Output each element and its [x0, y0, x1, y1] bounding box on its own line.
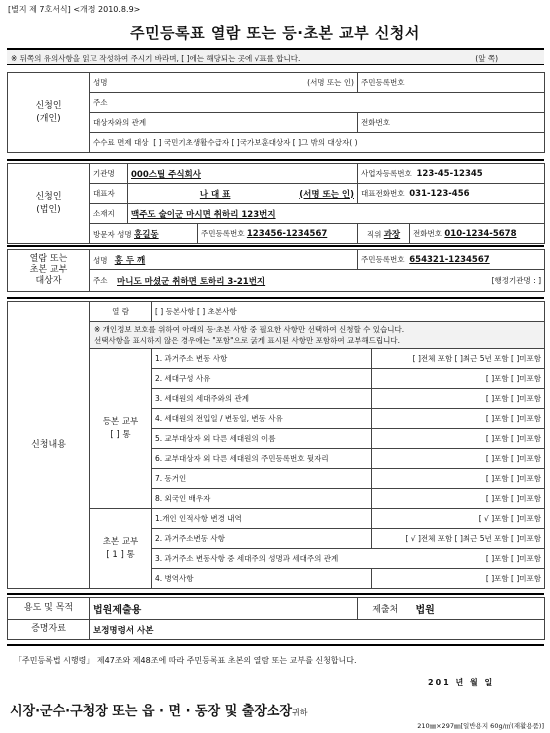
paper-spec: 210㎜×297㎜[일반용지 60g/㎡(재활용품)]: [417, 722, 544, 730]
target-address-label: 주소: [93, 276, 108, 285]
org-value[interactable]: 000스틸 주식회사: [128, 164, 358, 184]
proof-label: 증명자료: [8, 620, 90, 640]
bizno-field[interactable]: [358, 164, 545, 184]
visitor-phone-field[interactable]: [410, 224, 545, 244]
target-address-value: 마니도 마셨군 취하면 토하리 3-21번지: [117, 276, 266, 287]
fee-exemption-field[interactable]: [90, 133, 545, 153]
deungbon-item-text: 2. 세대구성 사유: [152, 369, 372, 389]
target-section-label: 열람 또는 초본 교부 대상자: [8, 250, 90, 292]
location-label: 소재지: [90, 204, 128, 224]
ceo-field[interactable]: [128, 184, 358, 204]
individual-applicant-table: [7, 72, 545, 153]
purpose-value[interactable]: 법원제출용: [90, 598, 358, 620]
deungbon-item-options[interactable]: [ ]포함 [ ]미포함: [372, 429, 545, 449]
visitor-phone-value: 010-1234-5678: [444, 229, 517, 239]
view-options[interactable]: [ ] 등본사항 [ ] 초본사항: [152, 302, 545, 322]
visitor-field[interactable]: [90, 224, 198, 244]
application-date: 201 년 월 일: [428, 678, 495, 687]
target-rrn-label: 주민등록번호: [361, 255, 405, 264]
visitor-rrn-field[interactable]: [198, 224, 358, 244]
guide-bar: [7, 48, 544, 65]
ceo-label: 대표자: [90, 184, 128, 204]
privacy-note: ※ 개인정보 보호를 위하여 아래의 등·초본 사항 중 필요한 사항만 선택하여 신청할 수 있습니다. 선택사항을 표시하지 않은 경우에는 "포함"으로 굵게 표시된 사항만 포함하여 교부해드립니다.: [90, 322, 545, 349]
ceo-phone-value: 031-123-456: [409, 189, 470, 199]
ceo-phone-field[interactable]: [358, 184, 545, 204]
target-name-field[interactable]: [90, 250, 358, 270]
individual-sign-note: (서명 또는 인): [307, 78, 354, 87]
individual-name-label: 성명: [93, 78, 108, 87]
deungbon-item-options[interactable]: [ ]포함 [ ]미포함: [372, 389, 545, 409]
target-address-field[interactable]: [90, 270, 545, 292]
deungbon-item-text: 5. 교부대상자 외 다른 세대원의 이름: [152, 429, 372, 449]
page-title: 주민등록표 열람 또는 등·초본 교부 신청서: [130, 24, 420, 42]
target-rrn-value: 654321-1234567: [409, 255, 490, 265]
visitor-phone-label: 전화번호: [413, 229, 442, 238]
addressee-title: 시장·군수·구청장 또는 읍 · 면 · 동장 및 출장소장: [10, 704, 293, 719]
addressee-suffix: 귀하: [292, 708, 308, 717]
deungbon-item-text: 6. 교부대상자 외 다른 세대원의 주민등록번호 뒷자리: [152, 449, 372, 469]
deungbon-item-options[interactable]: [ ]포함 [ ]미포함: [372, 409, 545, 429]
request-section-label: 신청내용: [8, 302, 90, 589]
purpose-table: [7, 597, 545, 640]
chobon-label[interactable]: 초본 교부 [ 1 ] 통: [90, 509, 152, 589]
bizno-value: 123-45-12345: [416, 169, 483, 179]
chobon-item-row: [152, 549, 545, 569]
deungbon-item-options[interactable]: [ ]포함 [ ]미포함: [372, 489, 545, 509]
target-rrn-field[interactable]: [358, 250, 545, 270]
chobon-item-options[interactable]: [ ]포함 [ ]미포함: [372, 569, 545, 589]
deungbon-item-text: 1. 과거주소 변동 사항: [152, 349, 372, 369]
target-name-value: 홍 두 깨: [114, 255, 146, 266]
admin-agency-label: [행정기관명 : ]: [491, 276, 541, 285]
visitor-value: 홍길동: [134, 229, 159, 240]
corporate-applicant-table: [7, 163, 545, 244]
section-divider: [7, 644, 544, 646]
individual-relation-field[interactable]: 대상자와의 관계: [90, 113, 358, 133]
deungbon-item-options[interactable]: [ ]전체 포함 [ ]최근 5년 포함 [ ]미포함: [372, 349, 545, 369]
deungbon-item-text: 3. 세대원의 세대주와의 관계: [152, 389, 372, 409]
section-divider: [7, 297, 544, 299]
deungbon-item-text: 8. 외국인 배우자: [152, 489, 372, 509]
individual-name-field[interactable]: [90, 73, 358, 93]
target-name-label: 성명: [93, 255, 108, 265]
org-label: 기관명: [90, 164, 128, 184]
position-field[interactable]: [358, 224, 410, 244]
submit-label: 제출처: [358, 598, 413, 620]
visitor-label: 방문자 성명: [93, 229, 132, 239]
section-divider: [7, 593, 544, 595]
guide-text: ※ 뒤쪽의 유의사항을 읽고 작성하여 주시기 바라며, [ ]에는 해당되는 곳에 √표를 합니다.: [11, 54, 301, 63]
chobon-item-text: 3. 과거주소 변동사항 중 세대주의 성명과 세대주의 관계: [155, 554, 339, 563]
chobon-item-text: 1.개인 인적사항 변경 내역: [152, 509, 372, 529]
position-label: 직위: [366, 229, 382, 239]
chobon-item-text: 2. 과거주소변동 사항: [152, 529, 372, 549]
deungbon-item-text: 4. 세대원의 전입일 / 변동일, 변동 사유: [152, 409, 372, 429]
target-person-table: [7, 249, 545, 292]
deungbon-item-options[interactable]: [ ]포함 [ ]미포함: [372, 449, 545, 469]
visitor-rrn-label: 주민등록번호: [201, 229, 245, 238]
chobon-item-options[interactable]: [ √ ]포함 [ ]미포함: [372, 509, 545, 529]
chobon-item-options[interactable]: [ ]포함 [ ]미포함: [485, 554, 541, 563]
submit-value[interactable]: 법원: [413, 598, 545, 620]
addressee: [10, 700, 307, 719]
individual-section-label: 신청인 (개인): [8, 73, 90, 153]
proof-value[interactable]: 보정명령서 사본: [90, 620, 545, 640]
view-label: 열 람: [90, 302, 152, 322]
individual-rrn-field[interactable]: 주민등록번호: [358, 73, 545, 93]
form-number: [별지 제 7호서식] <개정 2010.8.9>: [8, 5, 141, 14]
page-side-label: (앞 쪽): [475, 54, 498, 63]
ceo-value: 나 대 표: [199, 189, 231, 200]
bizno-label: 사업자등록번호: [361, 169, 412, 178]
location-value[interactable]: 맥주도 술이군 마시면 취하리 123번지: [128, 204, 545, 224]
deungbon-item-text: 7. 동거인: [152, 469, 372, 489]
purpose-label: 용도 및 목적: [8, 598, 90, 620]
section-divider: [7, 245, 544, 247]
fee-exemption-label: 수수료 면제 대상: [93, 138, 149, 147]
deungbon-item-options[interactable]: [ ]포함 [ ]미포함: [372, 469, 545, 489]
visitor-rrn-value: 123456-1234567: [246, 229, 328, 239]
ceo-sign-note: (서명 또는 인): [299, 189, 354, 200]
request-table: [7, 301, 545, 589]
chobon-item-options[interactable]: [ √ ]전체 포함 [ ]최근 5년 포함 [ ]미포함: [372, 529, 545, 549]
individual-address-field[interactable]: 주소: [90, 93, 545, 113]
section-divider: [7, 159, 544, 161]
fee-exemption-options[interactable]: [ ] 국민기초생활수급자 [ ]국가보훈대상자 [ ]그 밖의 대상자( ): [153, 138, 358, 147]
ceo-phone-label: 대표전화번호: [361, 189, 405, 198]
chobon-item-text: 4. 병역사항: [152, 569, 372, 589]
corporate-section-label: 신청인 (법인): [8, 164, 90, 244]
position-value: 과장: [383, 229, 401, 240]
deungbon-label[interactable]: 등본 교부 [ ] 통: [90, 349, 152, 509]
deungbon-item-options[interactable]: [ ]포함 [ ]미포함: [372, 369, 545, 389]
declaration-text: 「주민등록법 시행령」 제47조와 제48조에 따라 주민등록표 초본의 열람 또는 교부를 신청합니다.: [14, 656, 357, 665]
individual-phone-field[interactable]: 전화번호: [358, 113, 545, 133]
